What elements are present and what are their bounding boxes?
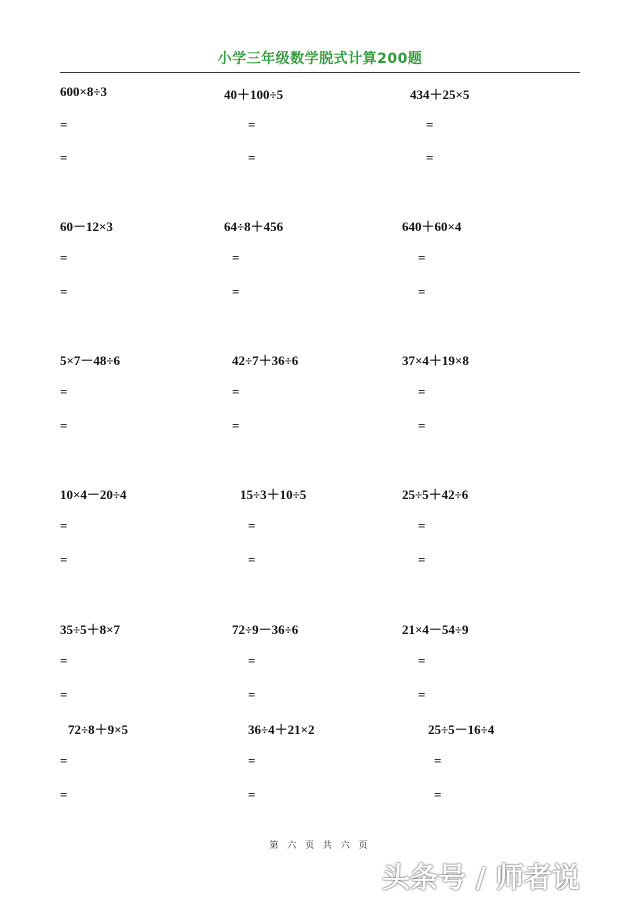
equals-line: = — [60, 787, 68, 802]
problem-expression: 36÷4＋21×2 — [248, 722, 315, 737]
equals-line: = — [248, 117, 256, 132]
problem-expression: 5×7－48÷6 — [60, 353, 121, 368]
equals-line: = — [248, 753, 256, 768]
problem-expression: 40＋100÷5 — [224, 87, 284, 102]
equals-line: = — [434, 753, 442, 768]
equals-line: = — [60, 150, 68, 165]
equals-line: = — [60, 284, 68, 299]
equals-line: = — [232, 418, 240, 433]
equals-line: = — [60, 687, 68, 702]
problem-expression: 600×8÷3 — [60, 84, 108, 99]
header-rule — [60, 72, 580, 73]
page-footer: 第 六 页 共 六 页 — [269, 841, 371, 851]
problem-expression: 15÷3＋10÷5 — [240, 487, 307, 502]
equals-line: = — [418, 687, 426, 702]
problem-expression: 72÷8＋9×5 — [68, 722, 129, 737]
equals-line: = — [60, 117, 68, 132]
problem-expression: 37×4＋19×8 — [402, 353, 469, 368]
equals-line: = — [60, 418, 68, 433]
equals-line: = — [418, 518, 426, 533]
problem-expression: 434＋25×5 — [410, 87, 470, 102]
equals-line: = — [418, 250, 426, 265]
equals-line: = — [248, 687, 256, 702]
problem-expression: 72÷9－36÷6 — [232, 622, 299, 637]
equals-line: = — [232, 250, 240, 265]
equals-line: = — [418, 653, 426, 668]
problem-expression: 640＋60×4 — [402, 219, 462, 234]
equals-line: = — [60, 552, 68, 567]
equals-line: = — [418, 284, 426, 299]
equals-line: = — [60, 384, 68, 399]
problem-expression: 64÷8＋456 — [224, 219, 284, 234]
equals-line: = — [248, 150, 256, 165]
watermark: 头条号 / 师者说 — [382, 861, 580, 894]
equals-line: = — [418, 552, 426, 567]
equals-line: = — [434, 787, 442, 802]
problem-expression: 42÷7＋36÷6 — [232, 353, 299, 368]
equals-line: = — [248, 787, 256, 802]
problem-expression: 60－12×3 — [60, 219, 113, 234]
problem-expression: 25÷5－16÷4 — [428, 722, 495, 737]
equals-line: = — [232, 284, 240, 299]
problem-expression: 10×4－20÷4 — [60, 487, 127, 502]
equals-line: = — [232, 384, 240, 399]
equals-line: = — [60, 753, 68, 768]
problem-expression: 35÷5＋8×7 — [60, 622, 121, 637]
page-title: 小学三年级数学脱式计算200题 — [217, 51, 423, 67]
problem-expression: 21×4－54÷9 — [402, 622, 469, 637]
equals-line: = — [418, 384, 426, 399]
problem-expression: 25÷5＋42÷6 — [402, 487, 469, 502]
equals-line: = — [60, 518, 68, 533]
equals-line: = — [60, 250, 68, 265]
equals-line: = — [418, 418, 426, 433]
equals-line: = — [248, 653, 256, 668]
equals-line: = — [60, 653, 68, 668]
equals-line: = — [426, 117, 434, 132]
equals-line: = — [248, 518, 256, 533]
equals-line: = — [426, 150, 434, 165]
equals-line: = — [248, 552, 256, 567]
